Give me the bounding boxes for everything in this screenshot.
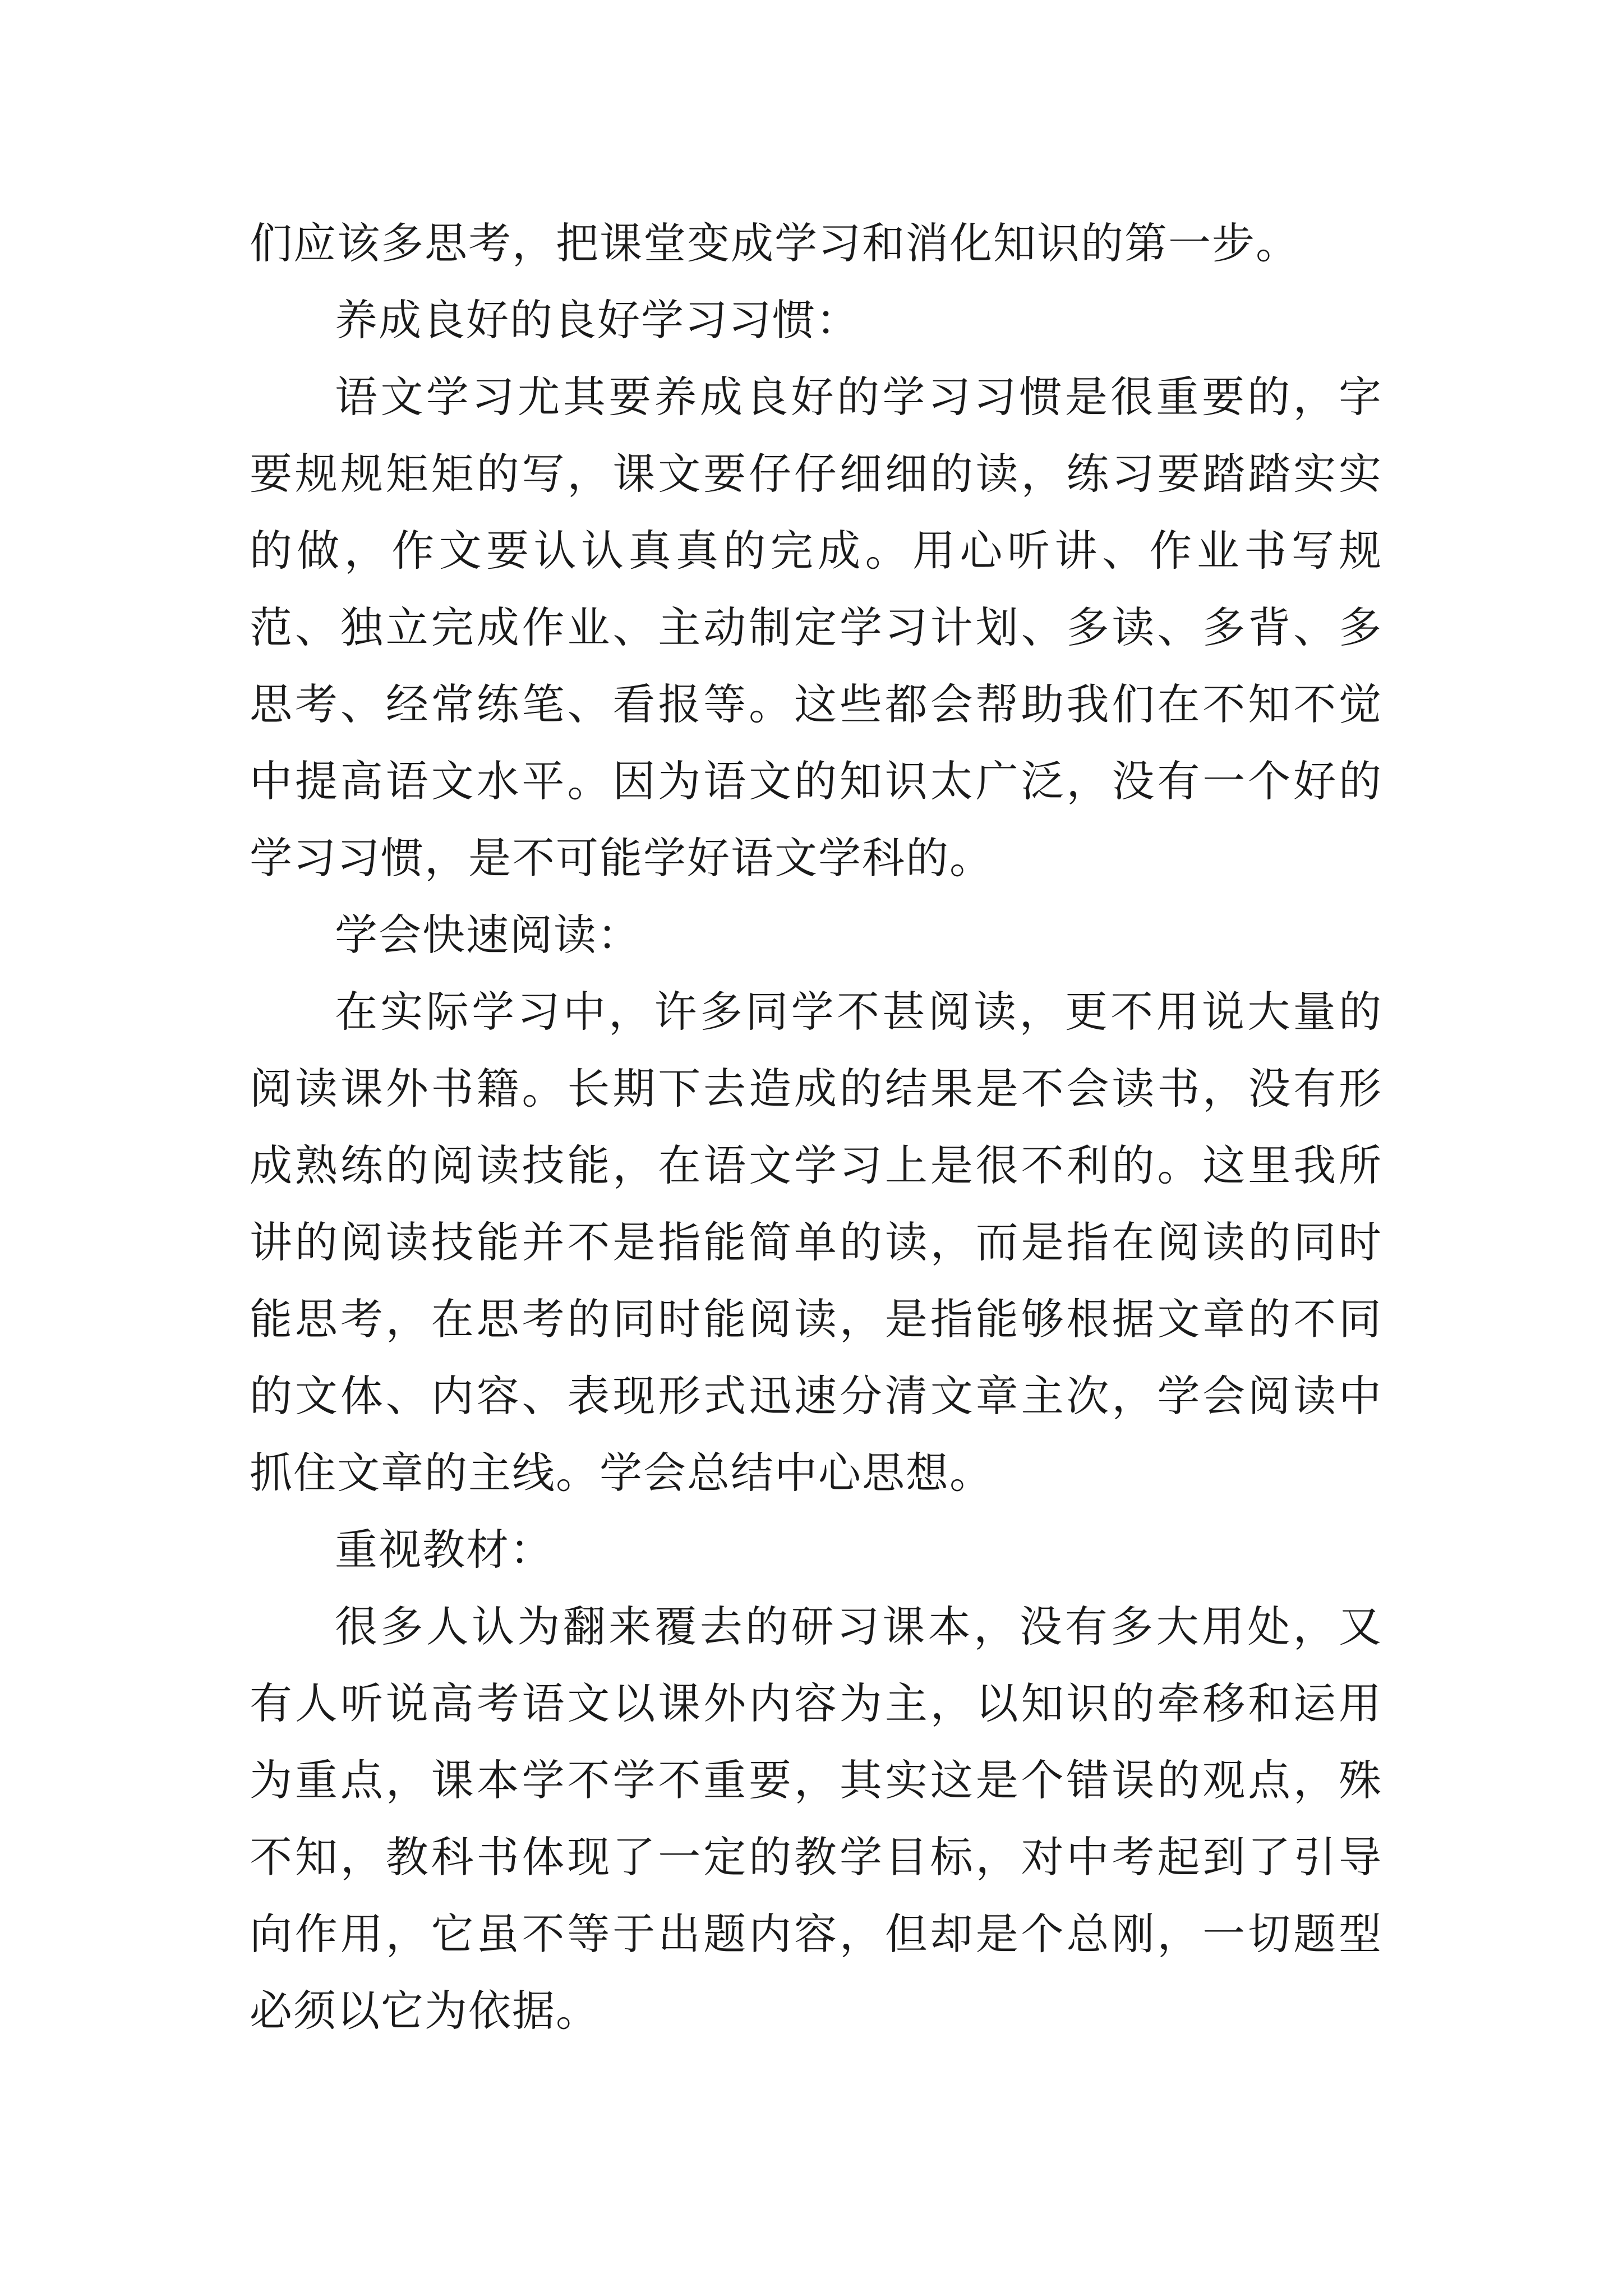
paragraph-fast-reading: 在实际学习中，许多同学不甚阅读，更不用说大量的阅读课外书籍。长期下去造成的结果是不会读书，没有形成熟练的阅读技能，在语文学习上是很不利的。这里我所讲的阅读技能并不是指能简单的读，而是指在阅读的同时能思考，在思考的同时能阅读，是指能够根据文章的不同的文体、内容、表现形式迅速分清文章主次，学会阅读中抓住文章的主线。学会总结中心思想。: [250, 987, 1382, 1498]
section-heading-textbook: 重视教材：: [335, 1525, 554, 1575]
paragraph-study-habits: 语文学习尤其要养成良好的学习习惯是很重要的，字要规规矩矩的写，课文要仔仔细细的读，练习要踏踏实实的做，作文要认认真真的完成。用心听讲、作业书写规范、独立完成作业、主动制定学习计划、多读、多背、多思考、经常练笔、看报等。这些都会帮助我们在不知不觉中提高语文水平。因为语文的知识太广泛，没有一个好的学习习惯，是不可能学好语文学科的。: [250, 372, 1382, 883]
paragraph-textbook: 很多人认为翻来覆去的研习课本，没有多大用处，又有人听说高考语文以课外内容为主，以知识的牵移和运用为重点，课本学不学不重要，其实这是个错误的观点，殊不知，教科书体现了一定的教学目标，对中考起到了引导向作用，它虽不等于出题内容，但却是个总刚，一切题型必须以它为依据。: [250, 1602, 1382, 2036]
paragraph-continuation: 们应该多思考，把课堂变成学习和消化知识的第一步。: [250, 218, 1299, 268]
section-heading-fast-reading: 学会快速阅读：: [335, 910, 641, 960]
document-body: [250, 205, 1382, 2049]
section-heading-study-habits: 养成良好的良好学习习惯：: [335, 295, 860, 345]
